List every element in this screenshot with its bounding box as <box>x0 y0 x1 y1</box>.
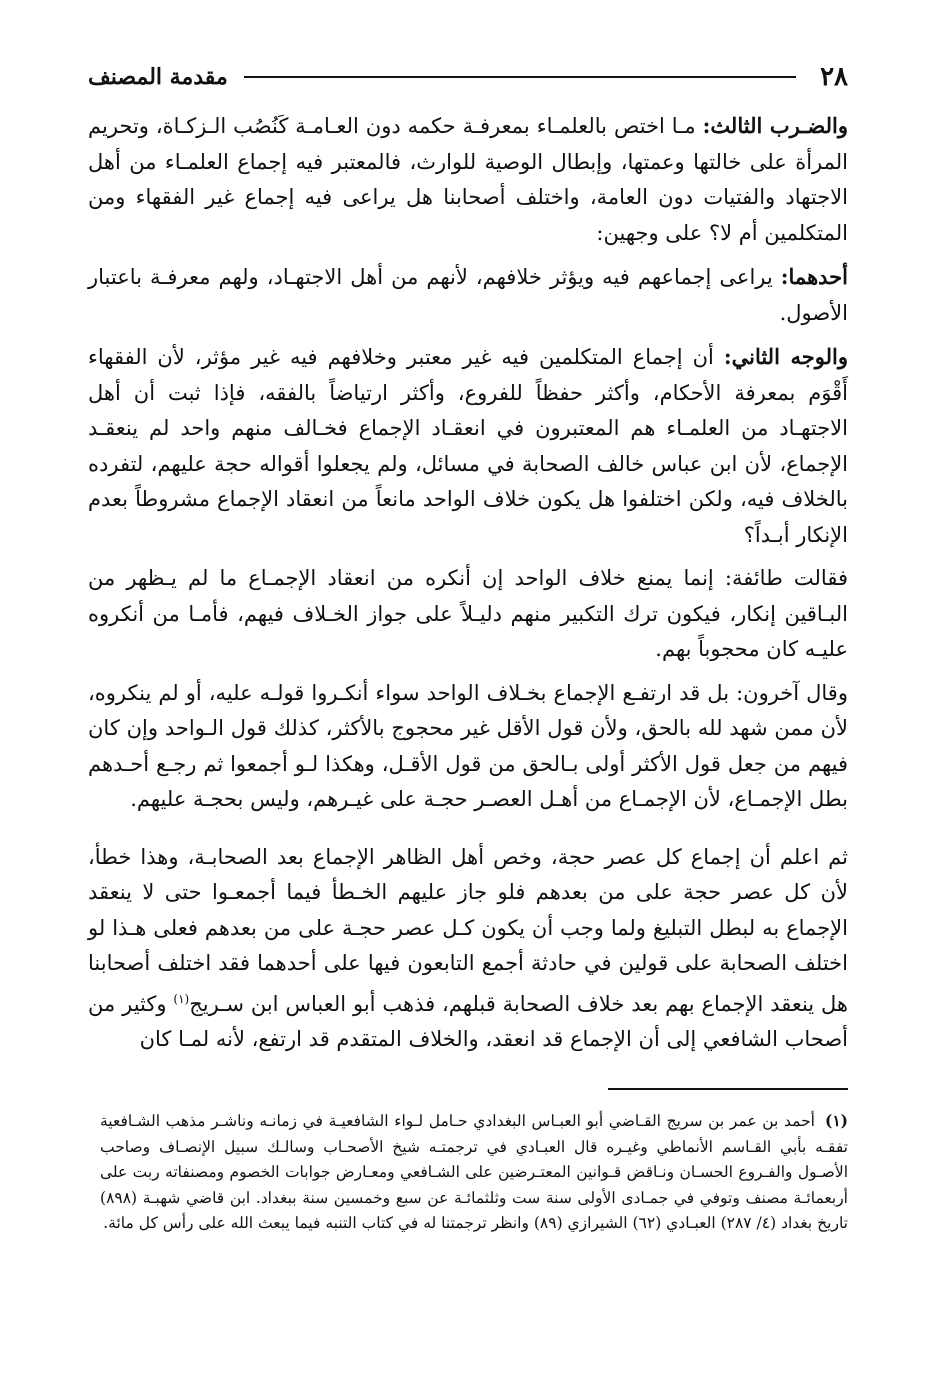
paragraph-text: فقالت طائفة: إنما يمنع خلاف الواحد إن أنكره من انعقاد الإجمـاع ما لم يـظهر من البـاقين إنكار، فيكون ترك التكبير منهم دليـلاً على جواز الخـلاف فيهم، فأمـا من أنكروه عليـه كان محجوباً بهم. <box>88 566 848 661</box>
page-number: ٢٨ <box>820 62 848 92</box>
paragraph-text: يراعى إجماعهم فيه ويؤثر خلافهم، لأنهم من أهل الاجتهـاد، ولهم معرفـة باعتبار الأصول. <box>88 265 848 325</box>
paragraph-text: أن إجماع المتكلمين فيه غير معتبر وخلافهم فيه غير مؤثر، لأن الفقهاء أَقْوَم بمعرفة الأحكام، وأكثر حفظاً للفروع، وأكثر ارتياضاً بالفقه، فإذا ثبت أن أهل الاجتهـاد من العلمـاء هم المعتبرون في انعقـاد الإجماع فخـالف منهم واحد لم ينعقـد الإجماع، لأن ابن عباس خالف الصحابة في مسائل، ولم يجعلوا أقواله حجة عليهم، لتفرده بالخلاف فيه، ولكن اختلفوا هل يكون خلاف الواحد مانعاً من انعقاد الإجماع مشروطاً بعدم الإنكار أبـداً؟ <box>88 345 848 547</box>
paragraph-text: ثم اعلم أن إجماع كل عصر حجة، وخص أهل الظاهر الإجماع بعد الصحابـة، وهذا خطأ، لأن كل عصر حجة على من بعدهم فلو جاز عليهم الخـطأ فيما أجمعـوا حتى لا ينعقد الإجماع به لبطل التبليغ ولما وجب أن يكون كـل عصر حجـة على من بعدهم فعلى هـذا لو اختلف الصحابة على قولين في حادثة أجمع التابعون فيها على أحدهما فقد اختلف أصحابنا هل ينعقد الإجماع بهم بعد خلاف الصحابة قبلهم، فذهب أبو العباس ابن سـريج <box>88 844 848 1016</box>
paragraph-lead: أحدهما: <box>780 264 848 289</box>
paragraph-every-era <box>88 840 848 1058</box>
paragraph-others <box>88 676 848 818</box>
paragraph-third-type <box>88 108 848 251</box>
paragraph-text-continued: وكثير من أصحاب الشافعي إلى أن الإجماع قد انعقد، والخلاف المتقدم قد ارتفع، لأنه لمـا كان <box>88 991 848 1051</box>
footnote-marker: (١) <box>824 1111 848 1130</box>
footnote-text: أحمد بن عمر بن سريج القـاضي أبو العبـاس البغدادي حـامل لـواء الشافعيـة في زمانـه وناشـر مذهب الشـافعية تفقـه بأبي القـاسم الأنماطي وغيـره قال العبـادي في ترجمتـه شيخ الأصحـاب وسالـك سبيل الإنصـاف وصاحب الأصـول والفـروع الحسـان ونـاقض قـوانين المعتـرضين على الشـافعي ومعـارض جوابات الخصوم ومصنفاته ربت على أربعمائـة مصنف وتوفي في جمـادى الأولى سنة ست وثلثمائـة عن سبع وخمسين سنة ببغداد. ابن قاضي شهبـة (٨٩٨) تاريخ بغداد (٤/ ٢٨٧) العبـادي (٦٢) الشيرازي (٨٩) وانظر ترجمتنا له في كتاب التنبه فيما يبعث الله على رأس كل مائة. <box>100 1112 848 1232</box>
main-text <box>88 108 848 1066</box>
paragraph-text: وقال آخرون: بل قد ارتفـع الإجماع بخـلاف الواحد سواء أنكـروا قولـه عليه، أو لم ينكروه، لأن ممن شهد لله بالحق، ولأن قول الأقل غير محجوج بالأكثر، كذلك قول الـواحد وإن كان فيهم من جعل قول الأكثر أولى بـالحق من قول الأقـل، وهكذا لـو أجمعوا ثم رجـع أحـدهم بطل الإجمـاع، لأن الإجمـاع من أهـل العصـر حجـة على غيـرهم، وليس بحجـة عليهم. <box>88 680 848 811</box>
paragraph-first-view <box>88 259 848 331</box>
footnote-reference[interactable]: (١) <box>173 991 190 1006</box>
page-header <box>88 60 848 94</box>
running-title: مقدمة المصنف <box>88 64 228 90</box>
header-rule <box>244 76 796 78</box>
paragraph-text: مـا اختص بالعلمـاء بمعرفـة حكمه دون العـامـة كَنُصُب الـزكـاة، وتحريم المرأة على خالتها وعمتها، وإبطال الوصية للوارث، فالمعتبر فيه إجماع العلمـاء من أهل الاجتهاد والفتيات دون العامة، واختلف أصحابنا هل يراعى فيه إجماع غير الفقهاء ومن المتكلمين أم لا؟ على وجهين: <box>88 114 848 245</box>
paragraph-lead: والضـرب الثالث: <box>702 113 848 138</box>
footnote-separator <box>608 1088 848 1090</box>
paragraph-lead: والوجه الثاني: <box>723 344 848 369</box>
paragraph-second-view <box>88 339 848 553</box>
footnote <box>100 1108 848 1237</box>
paragraph-one-group <box>88 561 848 668</box>
